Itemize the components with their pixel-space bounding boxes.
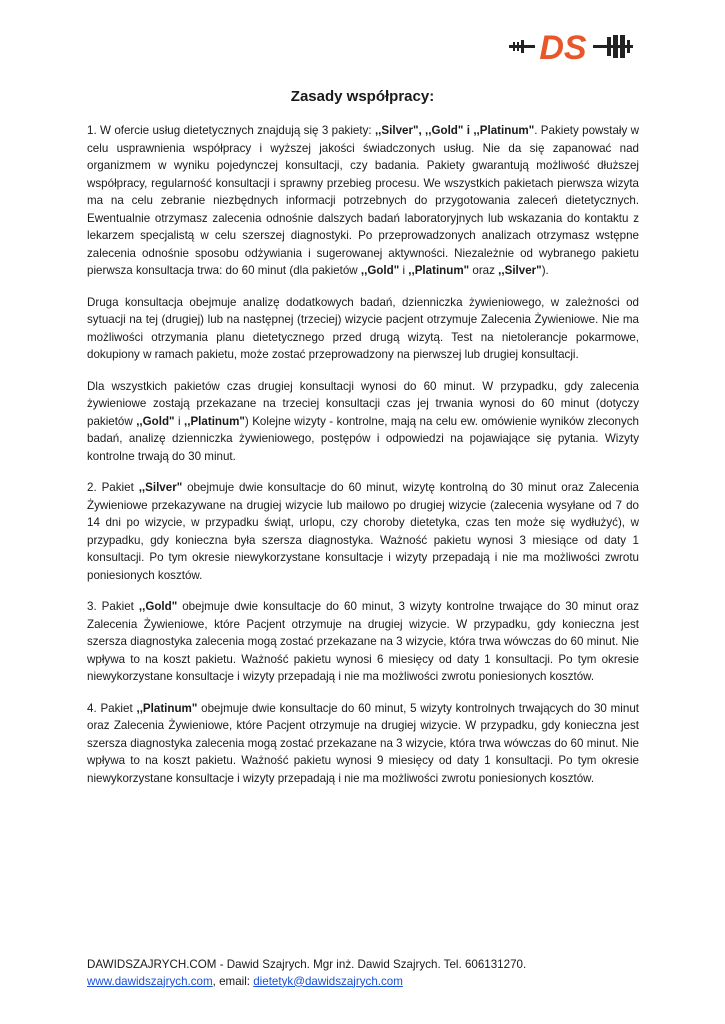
text-run: i <box>174 414 184 428</box>
paragraph-gold-package <box>87 598 639 686</box>
paragraph-intro <box>87 122 639 280</box>
paragraph-silver-package <box>87 479 639 584</box>
package-name: ,,Platinum" <box>136 701 198 715</box>
paragraph-platinum-package <box>87 700 639 788</box>
text-run: Dla wszystkich pakietów czas drugiej konsultacji wynosi do 60 minut. W przypadku, gdy zalecenia żywieniowe zostają przekazane na trzeciej konsultacji czas jej trwania wynosi do 60 minut (dotyczy pakietów <box>87 379 639 428</box>
package-name: ,,Platinum" <box>408 264 470 277</box>
footer <box>87 957 647 990</box>
text-run: 2. Pakiet <box>87 481 139 494</box>
logo-text: DS <box>539 29 587 67</box>
email-label: , email: <box>212 974 254 988</box>
barbell-logo-icon <box>507 26 637 68</box>
paragraph-second-consultation <box>87 294 639 364</box>
package-name: ,,Silver", ,,Gold" i ,,Platinum" <box>374 124 535 137</box>
footer-links-line <box>87 974 647 991</box>
text-run: obejmuje dwie konsultacje do 60 minut, wizytę kontrolną do 30 minut oraz Zalecenia Żywieniowe przekazywane na drugiej wizycie lub mailowo po drugiej wizycie (zalecenia wysyłane od 7 do 14 dni po wizycie, w przypadku świąt, urlopu, czy choroby dietetyka, czas ten może się wydłużyć), w przypadku, gdy konieczna była szersza diagnostyka. Ważność pakietu wynosi 3 miesiące od daty 1 konsultacji. Po tym okresie niewykorzystane konsultacje i wizyty przepadają i nie ma możliwości zwrotu poniesionych kosztów. <box>87 481 639 582</box>
text-run: ). <box>541 264 549 277</box>
package-name: ,,Silver" <box>138 481 183 494</box>
footer-contact-line: DAWIDSZAJRYCH.COM - Dawid Szajrych. Mgr inż. Dawid Szajrych. Tel. 606131270. <box>87 958 527 971</box>
package-name: ,,Gold" <box>138 600 178 613</box>
ds-logo <box>507 26 637 68</box>
text-run: obejmuje dwie konsultacje do 60 minut, 3 wizyty kontrolne trwające do 30 minut oraz Zalecenia Żywieniowe, które Pacjent otrzymuje na drugiej wizycie. W przypadku, gdy konieczna jest szersza diagnostyka zalecenia mogą zostać przekazane na 3 wizycie, która trwa wówczas do 60 minut. Nie wpływa to na koszt pakietu. Ważność pakietu wynosi 6 miesięcy od daty 1 konsultacji. Po tym okresie niewykorzystane konsultacje i wizyty przepadają i nie ma możliwości zwrotu poniesionych kosztów. <box>87 600 639 683</box>
text-run: obejmuje dwie konsultacje do 60 minut, 5 wizyty kontrolnych trwających do 30 minut oraz Zalecenia Żywieniowe, które Pacjent otrzymuje na drugiej wizycie. W przypadku, gdy konieczna jest szersza diagnostyka zalecenia mogą zostać przekazane na 3 wizycie, która trwa wówczas do 60 minut. Nie wpływa to na koszt pakietu. Ważność pakietu wynosi 9 miesięcy od daty 1 konsultacji. Po tym okresie niewykorzystane konsultacje i wizyty przepadają i nie ma możliwości zwrotu poniesionych kosztów. <box>87 701 639 785</box>
text-run: 1. W ofercie usług dietetycznych znajdują się 3 pakiety: <box>87 124 375 137</box>
text-run: 3. Pakiet <box>87 600 139 613</box>
package-name: ,,Gold" <box>360 264 400 277</box>
email-link[interactable]: dietetyk@dawidszajrych.com <box>253 974 403 988</box>
page-title: Zasady współpracy: <box>290 88 435 105</box>
document-body <box>87 122 639 801</box>
website-link[interactable]: www.dawidszajrych.com <box>87 974 213 988</box>
text-run: ) Kolejne wizyty - kontrolne, mają na celu ew. omówienie wyników zleconych badań, analizę dzienniczka żywieniowego, postępów i odpowiedzi na pojawiające się pytania. Wizyty kontrolne trwają do 30 minut. <box>87 414 640 463</box>
text-run: i <box>399 264 409 277</box>
package-name: ,,Platinum" <box>184 414 245 428</box>
package-name: ,,Gold" <box>136 414 175 428</box>
text-run: oraz <box>469 264 499 277</box>
package-name: ,,Silver" <box>498 264 542 277</box>
text-run: . Pakiety powstały w celu usprawnienia współpracy i wyższej jakości świadczonych usług. Nie da się zapanować nad organizmem w wyniku pojedynczej konsultacji, czy badania. Pakiety gwarantują możliwość dłuższej współpracy, regularność konsultacji i sprawny przebieg procesu. We wszystkich pakietach pierwsza wizyta ma na celu zebranie niezbędnych informacji potrzebnych do przygotowania zaleceń dietetycznych. Ewentualnie otrzymasz zalecenia odnośnie dalszych badań laboratoryjnych lub wskazania do kontaktu z lekarzem specjalistą w celu szerszej diagnostyki. Po przeprowadzonych analizach otrzymasz wstępne zalecenia odnośnie sposobu odżywiania i sugerowanej aktywności. Niezależnie od wybranego pakietu pierwsza konsultacja trwa: do 60 minut (dla pakietów <box>87 124 639 277</box>
paragraph-consultation-time <box>87 378 639 466</box>
text-run: 4. Pakiet <box>87 701 137 715</box>
text-run: Druga konsultacja obejmuje analizę dodatkowych badań, dzienniczka żywieniowego, w zależności od sytuacji na tej (drugiej) lub na następnej (trzeciej) wizycie pacjent otrzymuje Zalecenia Żywieniowe. Nie ma możliwości otrzymania planu dietetycznego przed drugą wizytą. Test na nietolerancje pokarmowe, dokupiony w ramach pakietu, może zostać przeprowadzony na pierwszej lub drugiej konsultacji. <box>87 295 639 361</box>
